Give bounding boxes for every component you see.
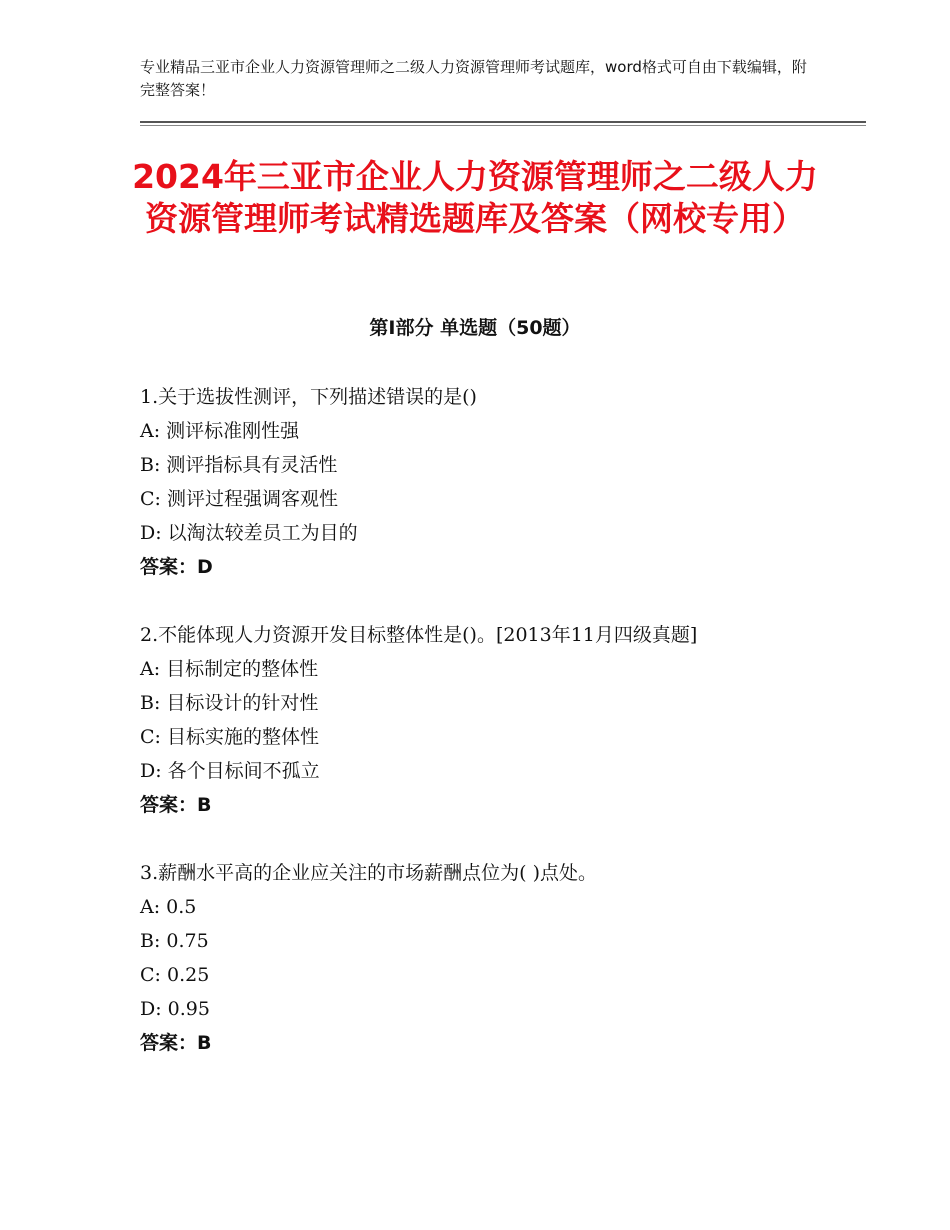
question-stem: 1.关于选拔性测评，下列描述错误的是() bbox=[140, 386, 477, 408]
option-c: C: 测评过程强调客观性 bbox=[140, 488, 338, 510]
question-3 bbox=[140, 856, 840, 1060]
option-b: B: 测评指标具有灵活性 bbox=[140, 454, 338, 476]
answer: 答案：B bbox=[140, 794, 212, 816]
header-divider bbox=[140, 121, 866, 123]
option-c: C: 目标实施的整体性 bbox=[140, 726, 319, 748]
header-note: 专业精品三亚市企业人力资源管理师之二级人力资源管理师考试题库，word格式可自由下载编辑，附完整答案！ bbox=[140, 58, 807, 99]
header-divider-thin bbox=[140, 125, 866, 126]
option-d: D: 各个目标间不孤立 bbox=[140, 760, 320, 782]
option-a: A: 0.5 bbox=[140, 896, 197, 918]
answer: 答案：B bbox=[140, 1032, 212, 1054]
question-stem: 2.不能体现人力资源开发目标整体性是()。[2013年11月四级真题] bbox=[140, 624, 698, 646]
option-d: D: 0.95 bbox=[140, 998, 210, 1020]
option-a: A: 测评标准刚性强 bbox=[140, 420, 300, 442]
option-b: B: 目标设计的针对性 bbox=[140, 692, 319, 714]
question-2 bbox=[140, 618, 840, 822]
question-1 bbox=[140, 380, 840, 584]
question-list bbox=[140, 380, 840, 1094]
section-title: 第Ⅰ部分 单选题（50题） bbox=[369, 317, 581, 339]
option-c: C: 0.25 bbox=[140, 964, 210, 986]
document-title: 2024年三亚市企业人力资源管理师之二级人力资源管理师考试精选题库及答案（网校专用） bbox=[132, 157, 818, 238]
option-a: A: 目标制定的整体性 bbox=[140, 658, 319, 680]
question-stem: 3.薪酬水平高的企业应关注的市场薪酬点位为( )点处。 bbox=[140, 862, 597, 884]
option-d: D: 以淘汰较差员工为目的 bbox=[140, 522, 358, 544]
answer: 答案：D bbox=[140, 556, 213, 578]
option-b: B: 0.75 bbox=[140, 930, 209, 952]
